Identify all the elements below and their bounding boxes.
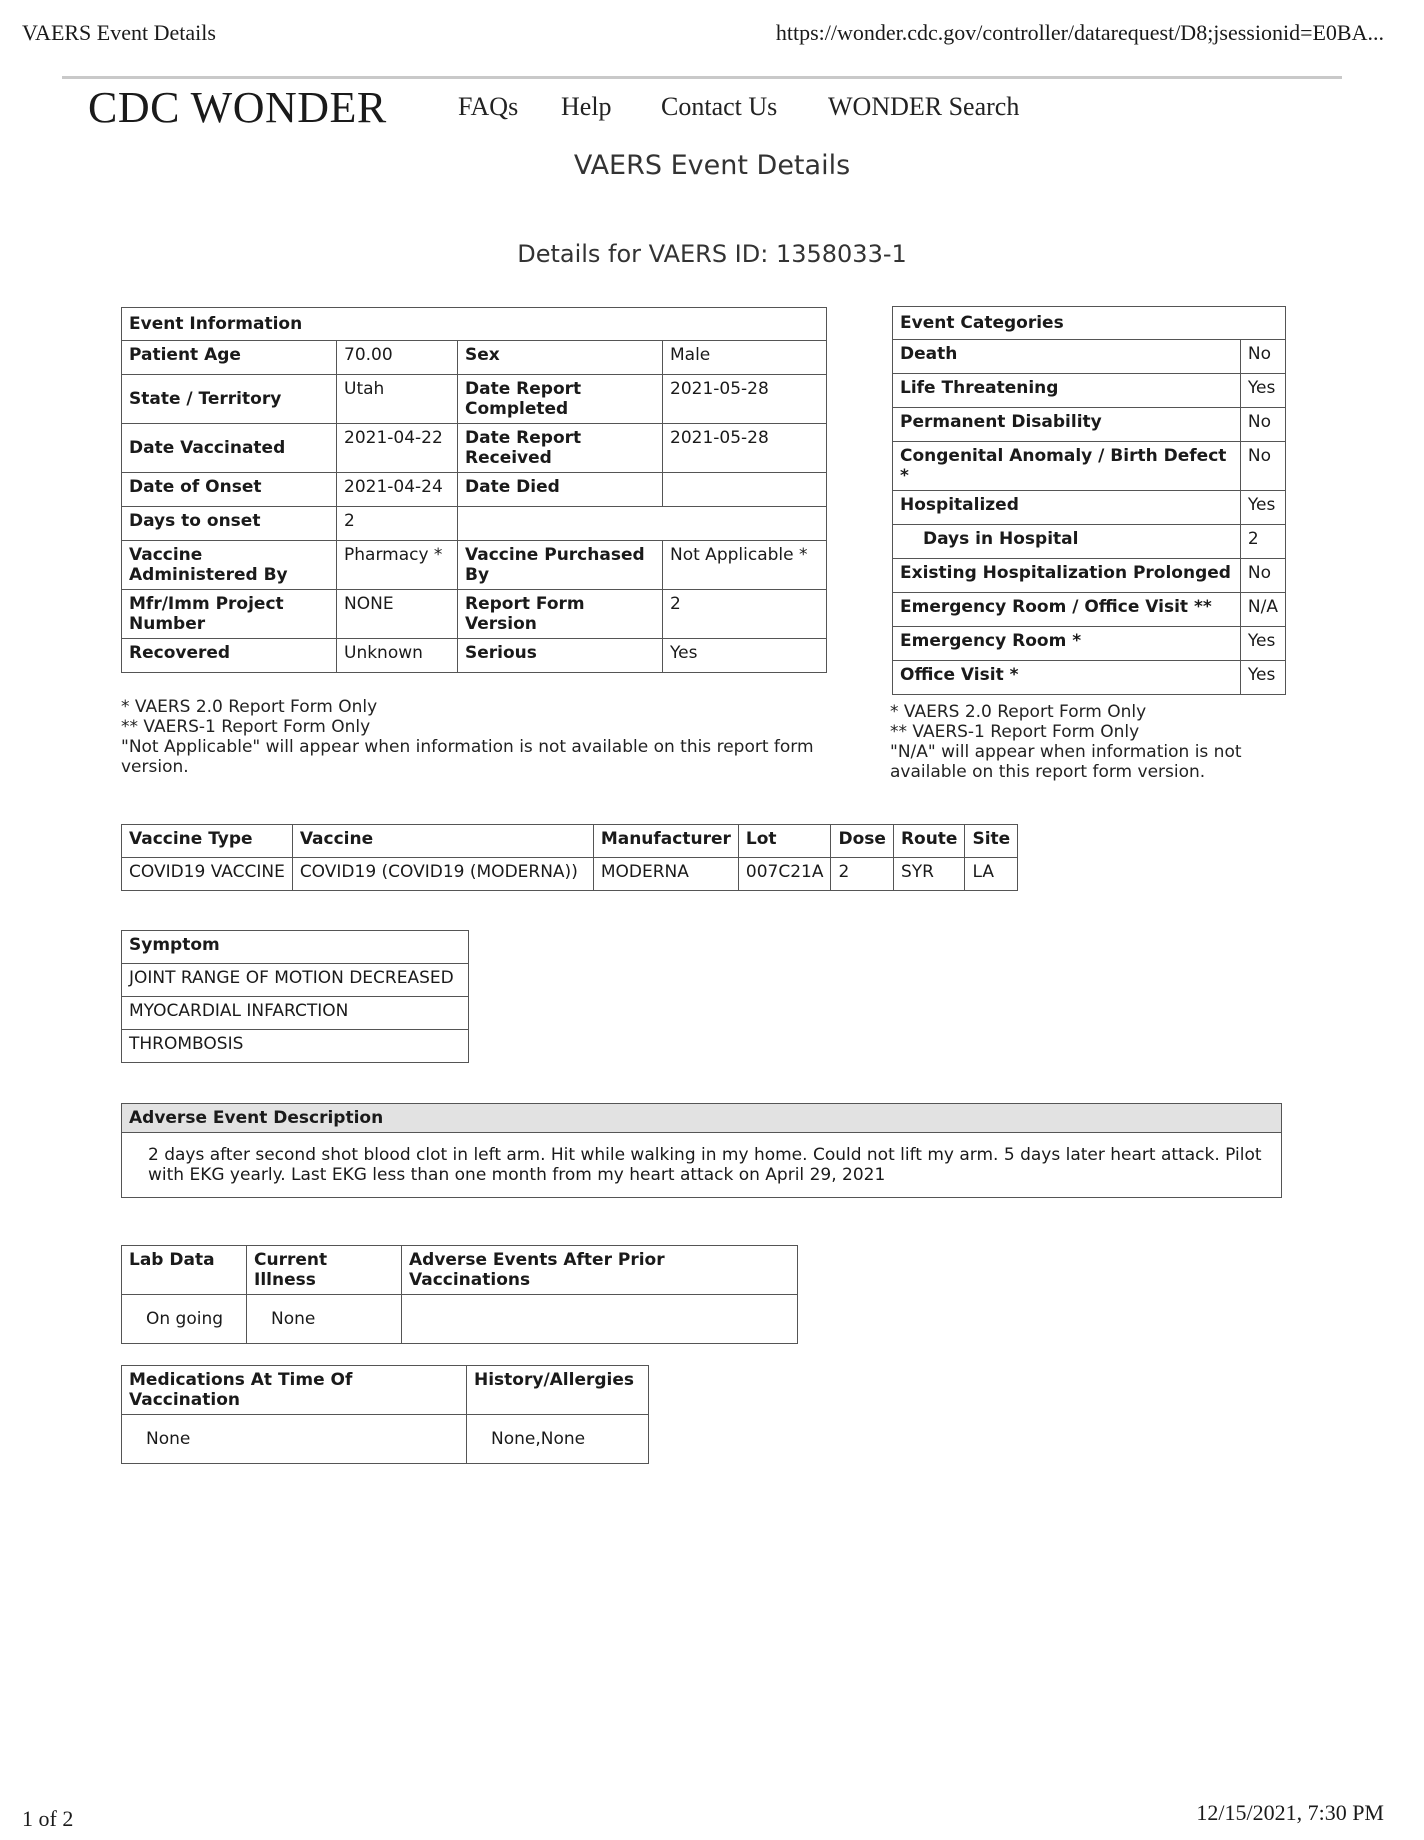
category-value: N/A [1240,593,1285,627]
column-header: Symptom [122,931,469,964]
category-value: No [1240,340,1285,374]
category-value: No [1240,408,1285,442]
field-label: Date Report Received [458,424,663,473]
footnote: ** VAERS-1 Report Form Only [890,722,1140,742]
nav-faqs-link[interactable]: FAQs [458,92,519,121]
symptom-item: THROMBOSIS [122,1030,469,1063]
page-title: VAERS Event Details [573,150,851,181]
column-header: Lab Data [122,1246,247,1295]
footnote: * VAERS 2.0 Report Form Only [121,697,378,717]
category-label: Hospitalized [893,491,1241,525]
adverse-event-description: 2 days after second shot blood clot in left arm. Hit while walking in my home. Could not lift my arm. 5 days later heart attack. Pilot with EKG yearly. Last EKG less than one month from my heart attack on April 29, 2021 [122,1133,1282,1198]
table-caption: Event Categories [893,307,1286,340]
header-rule [62,76,1342,79]
field-value: Yes [663,639,827,673]
symptom-table [121,930,469,1063]
table-cell: 2 [831,858,893,891]
field-value: Pharmacy * [337,541,458,590]
field-label: Mfr/Imm Project Number [122,590,337,639]
print-footer-datetime: 12/15/2021, 7:30 PM [1196,1800,1384,1825]
symptom-item: JOINT RANGE OF MOTION DECREASED [122,964,469,997]
field-label: State / Territory [122,375,337,424]
field-label: Sex [458,341,663,375]
table-caption: Event Information [122,308,827,341]
table-cell: None [122,1415,467,1464]
table-cell: On going [122,1295,247,1344]
field-label: Vaccine Administered By [122,541,337,590]
column-header: Lot [738,825,831,858]
table-cell [402,1295,798,1344]
print-header-title: VAERS Event Details [22,20,216,45]
column-header: Route [893,825,965,858]
field-label: Patient Age [122,341,337,375]
field-label: Date of Onset [122,473,337,507]
category-label: Congenital Anomaly / Birth Defect * [893,442,1241,491]
category-label: Days in Hospital [893,525,1241,559]
field-label: Serious [458,639,663,673]
table-cell: COVID19 (COVID19 (MODERNA)) [292,858,593,891]
vaccine-table [121,824,1018,891]
empty-cell [458,507,827,541]
field-value: 2021-05-28 [663,375,827,424]
event-categories-table [892,306,1286,695]
field-value: Utah [337,375,458,424]
footnote: * VAERS 2.0 Report Form Only [890,702,1147,722]
footnote: "N/A" will appear when information is not available on this report form version. [890,742,1242,782]
column-header: Medications At Time Of Vaccination [122,1366,467,1415]
lab-data-table [121,1245,798,1344]
field-value: 70.00 [337,341,458,375]
table-cell: LA [965,858,1018,891]
column-header: Vaccine Type [122,825,293,858]
column-header: Dose [831,825,893,858]
symptom-item: MYOCARDIAL INFARCTION [122,997,469,1030]
category-value: Yes [1240,374,1285,408]
footnote: "Not Applicable" will appear when information is not available on this report form version. [121,737,814,777]
category-value: Yes [1240,491,1285,525]
category-label: Emergency Room / Office Visit ** [893,593,1241,627]
category-label: Death [893,340,1241,374]
field-label: Vaccine Purchased By [458,541,663,590]
column-header: Adverse Event Description [122,1104,1282,1133]
field-value [663,473,827,507]
table-header-row [122,825,1018,858]
print-header-url: https://wonder.cdc.gov/controller/datarequest/D8;jsessionid=E0BA... [775,20,1384,45]
field-label: Report Form Version [458,590,663,639]
print-footer-page: 1 of 2 [22,1806,74,1831]
field-value: 2021-05-28 [663,424,827,473]
table-cell: MODERNA [593,858,738,891]
category-value: Yes [1240,661,1285,695]
field-value: Not Applicable * [663,541,827,590]
table-row [122,858,1018,891]
medications-table [121,1365,649,1464]
table-cell: None,None [467,1415,649,1464]
table-cell: SYR [893,858,965,891]
field-label: Date Died [458,473,663,507]
nav-help-link[interactable]: Help [561,92,612,121]
category-value: No [1240,442,1285,491]
adverse-event-table [121,1103,1282,1198]
footnote: ** VAERS-1 Report Form Only [121,717,371,737]
column-header: Site [965,825,1018,858]
column-header: Adverse Events After Prior Vaccinations [402,1246,798,1295]
field-value: Unknown [337,639,458,673]
field-label: Days to onset [122,507,337,541]
site-logo[interactable]: CDC WONDER [88,83,387,132]
category-label: Existing Hospitalization Prolonged [893,559,1241,593]
table-cell: 007C21A [738,858,831,891]
category-label: Office Visit * [893,661,1241,695]
field-label: Date Report Completed [458,375,663,424]
field-value: 2 [663,590,827,639]
footnotes-left [121,697,841,777]
column-header: Current Illness [247,1246,402,1295]
category-value: 2 [1240,525,1285,559]
category-value: Yes [1240,627,1285,661]
field-value: NONE [337,590,458,639]
category-label: Emergency Room * [893,627,1241,661]
nav-wonder-search-link[interactable]: WONDER Search [828,92,1020,121]
field-value: Male [663,341,827,375]
field-value: 2021-04-24 [337,473,458,507]
table-cell: COVID19 VACCINE [122,858,293,891]
nav-contact-link[interactable]: Contact Us [661,92,778,121]
field-label: Recovered [122,639,337,673]
category-label: Life Threatening [893,374,1241,408]
details-heading: Details for VAERS ID: 1358033-1 [517,240,907,268]
field-value: 2021-04-22 [337,424,458,473]
field-label: Date Vaccinated [122,424,337,473]
category-label: Permanent Disability [893,408,1241,442]
event-information-table [121,307,827,673]
column-header: Vaccine [292,825,593,858]
table-cell: None [247,1295,402,1344]
column-header: History/Allergies [467,1366,649,1415]
footnotes-right [890,702,1290,782]
column-header: Manufacturer [593,825,738,858]
field-value: 2 [337,507,458,541]
category-value: No [1240,559,1285,593]
